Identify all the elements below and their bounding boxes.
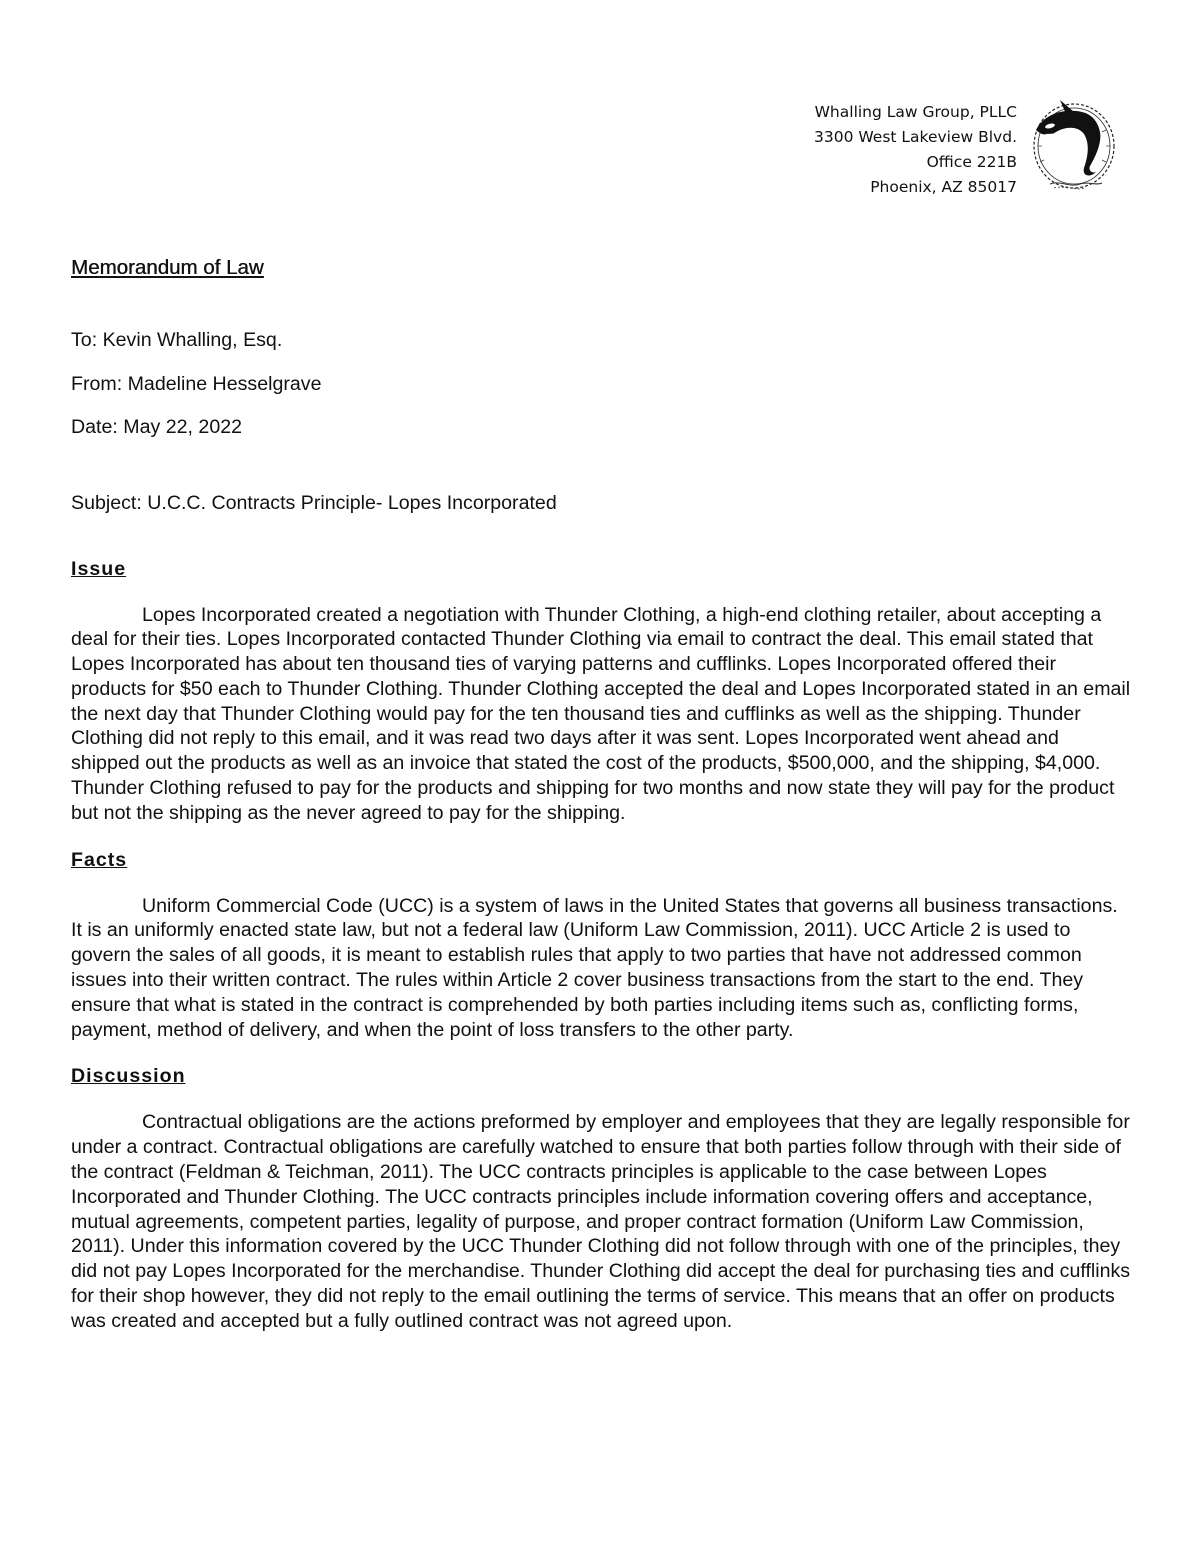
memo-date: Date: May 22, 2022 (71, 416, 243, 438)
firm-office: Office 221B (926, 153, 1017, 171)
firm-name: Whalling Law Group, PLLC (814, 103, 1017, 121)
discussion-heading: Discussion (71, 1065, 186, 1088)
facts-heading: Facts (71, 848, 128, 871)
memo-title: Memorandum of Law (71, 256, 264, 279)
memo-to: To: Kevin Whalling, Esq. (71, 329, 283, 351)
letterhead (814, 100, 1017, 200)
issue-heading: Issue (71, 557, 127, 580)
firm-street: 3300 West Lakeview Blvd. (814, 128, 1017, 146)
orca-whale-seal-icon (1030, 100, 1118, 196)
facts-paragraph: Uniform Commercial Code (UCC) is a system of laws in the United States that governs all business transactions. It is an uniformly enacted state law, but not a federal law (Uniform Law Commission, 2011). UCC Article 2 is used to govern the sales of all goods, it is meant to establish rules that apply to two parties that have not addressed common issues into their written contract. The rules within Article 2 cover business transactions from the start to the end. They ensure that what is stated in the contract is comprehended by both parties including items such as, conflicting forms, payment, method of delivery, and when the point of loss transfers to the other party. (71, 894, 1118, 1041)
memo-subject: Subject: U.C.C. Contracts Principle- Lopes Incorporated (71, 491, 557, 514)
memo-body (71, 252, 1131, 1334)
discussion-paragraph: Contractual obligations are the actions preformed by employer and employees that they are legally responsible for under a contract. Contractual obligations are carefully watched to ensure that both parties follow through with their side of the contract (Feldman & Teichman, 2011). The UCC contracts principles is applicable to the case between Lopes Incorporated and Thunder Clothing. The UCC contracts principles include information covering offers and acceptance, mutual agreements, competent parties, legality of purpose, and proper contract formation (Uniform Law Commission, 2011). Under this information covered by the UCC Thunder Clothing did not follow through with one of the principles, they did not pay Lopes Incorporated for the merchandise. Thunder Clothing did accept the deal for purchasing ties and cufflinks for their shop however, they did not reply to the email outlining the terms of service. This means that an offer on products was created and accepted but a fully outlined contract was not agreed upon. (71, 1111, 1131, 1332)
firm-city: Phoenix, AZ 85017 (870, 178, 1017, 196)
memo-from: From: Madeline Hesselgrave (71, 372, 322, 395)
issue-paragraph: Lopes Incorporated created a negotiation with Thunder Clothing, a high-end clothing retailer, about accepting a deal for their ties. Lopes Incorporated contacted Thunder Clothing via email to contract the deal. This email stated that Lopes Incorporated has about ten thousand ties of varying patterns and cufflinks. Lopes Incorporated offered their products for $50 each to Thunder Clothing. Thunder Clothing accepted the deal and Lopes Incorporated stated in an email the next day that Thunder Clothing would pay for the ten thousand ties and cufflinks as well as the shipping. Thunder Clothing did not reply to this email, and it was read two days after it was sent. Lopes Incorporated went ahead and shipped out the products as well as an invoice that stated the cost of the products, $500,000, and the shipping, $4,000. Thunder Clothing refused to pay for the products and shipping for two months and now state they will pay for the product but not the shipping as the never agreed to pay for the shipping. (71, 603, 1131, 824)
